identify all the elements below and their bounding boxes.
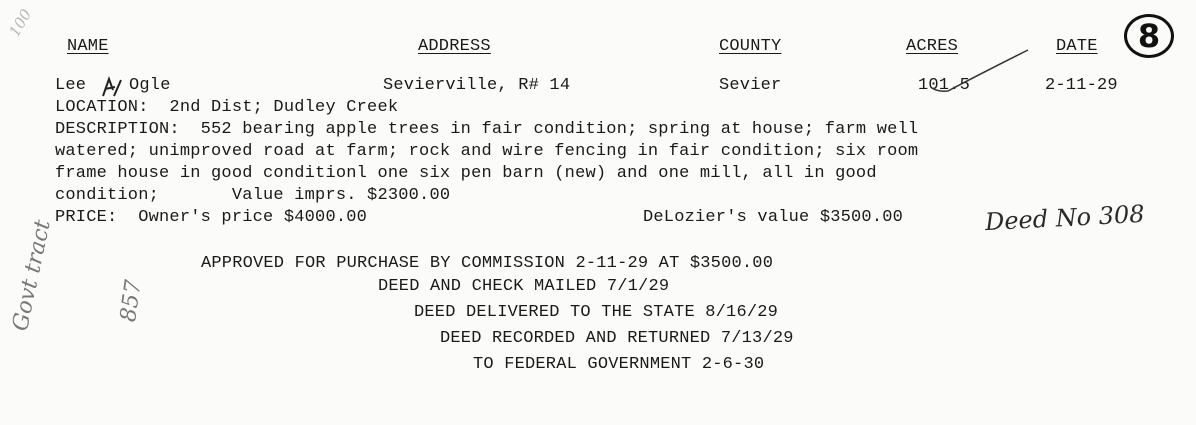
delozier-value: DeLozier's value $3500.00: [643, 208, 904, 227]
check-mark-icon: [930, 44, 1030, 96]
price-line: PRICE: Owner's price $4000.00: [55, 208, 368, 227]
description-line-4: condition; Value imprs. $2300.00: [55, 186, 451, 205]
header-name: NAME: [67, 37, 109, 56]
status-delivered: DEED DELIVERED TO THE STATE 8/16/29: [414, 303, 779, 322]
status-mailed: DEED AND CHECK MAILED 7/1/29: [378, 277, 670, 296]
status-federal: TO FEDERAL GOVERNMENT 2-6-30: [473, 355, 765, 374]
county-value: Sevier: [719, 76, 782, 95]
date-value: 2-11-29: [1045, 76, 1118, 95]
description-line-2: watered; unimproved road at farm; rock and wire fencing in fair condition; six room: [55, 142, 919, 161]
handwritten-initial-mark: [99, 76, 123, 98]
description-line-1: DESCRIPTION: 552 bearing apple trees in fair condition; spring at house; farm well: [55, 120, 919, 139]
header-county: COUNTY: [719, 37, 782, 56]
description-line-3: frame house in good conditionl one six pen barn (new) and one mill, all in good: [55, 164, 877, 183]
header-date: DATE: [1056, 37, 1098, 56]
status-approved: APPROVED FOR PURCHASE BY COMMISSION 2-11-29 AT $3500.00: [201, 254, 774, 273]
header-acres: ACRES: [906, 37, 959, 56]
owner-address: Sevierville, R# 14: [383, 76, 571, 95]
acres-value: 101.5: [918, 76, 971, 95]
header-address: ADDRESS: [418, 37, 491, 56]
owner-first-name: Lee: [55, 76, 87, 95]
govt-tract-note: Govt tract: [8, 217, 56, 334]
deed-number-handwritten: Deed No 308: [984, 199, 1146, 237]
card-number-circle: 8: [1124, 14, 1174, 58]
location-line: LOCATION: 2nd Dist; Dudley Creek: [55, 98, 399, 117]
status-recorded: DEED RECORDED AND RETURNED 7/13/29: [440, 329, 794, 348]
corner-pencil-mark: 100: [5, 6, 36, 40]
tract-number-note: 857: [116, 278, 147, 324]
owner-last-name: Ogle: [129, 76, 171, 95]
